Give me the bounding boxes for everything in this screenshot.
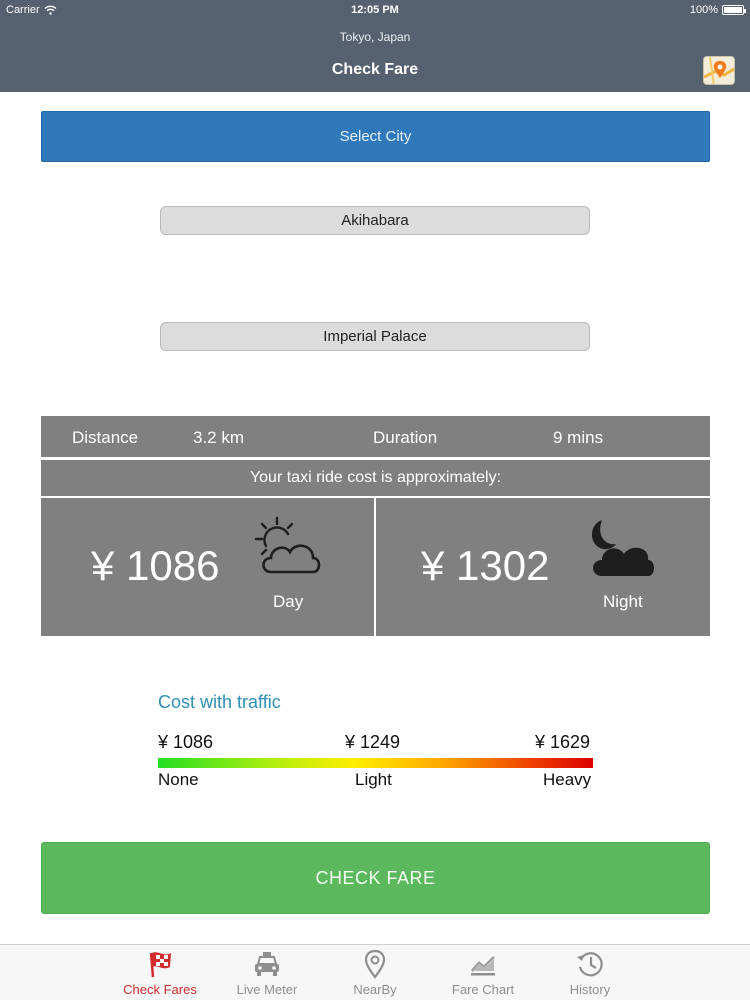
- duration-label: Duration: [373, 428, 438, 447]
- night-fare-amount: ¥ 1302: [421, 542, 550, 589]
- traffic-none-label: None: [158, 770, 199, 789]
- battery-percent: 100%: [689, 4, 718, 16]
- night-fare-panel: [376, 498, 710, 636]
- carrier-label: Carrier: [6, 4, 40, 16]
- traffic-title: Cost with traffic: [158, 692, 281, 712]
- battery-icon: [722, 5, 744, 15]
- tab-label: Fare Chart: [451, 982, 515, 997]
- cost-caption: Your taxi ride cost is approximately:: [41, 460, 710, 496]
- history-icon: [575, 949, 605, 979]
- origin-field[interactable]: Akihabara: [160, 206, 590, 235]
- destination-field[interactable]: Imperial Palace: [160, 322, 590, 351]
- checkered-flag-icon: [145, 949, 175, 979]
- status-bar: [0, 0, 750, 22]
- trip-info-row: [41, 416, 710, 457]
- traffic-light-label: Light: [355, 770, 392, 789]
- sun-cloud-icon: [253, 514, 325, 578]
- location-pin-icon: [360, 949, 390, 979]
- status-right: [690, 4, 744, 16]
- tab-check-fares[interactable]: [106, 945, 214, 1000]
- tab-nearby[interactable]: [321, 945, 429, 1000]
- night-label: Night: [603, 592, 643, 611]
- select-city-button[interactable]: Select City: [41, 111, 710, 162]
- map-pin-icon[interactable]: [703, 56, 735, 85]
- current-location: Tokyo, Japan: [339, 30, 411, 44]
- chart-icon: [468, 949, 498, 979]
- day-fare-amount: ¥ 1086: [91, 542, 220, 589]
- distance-label: Distance: [72, 428, 139, 447]
- day-label: Day: [273, 592, 304, 611]
- tab-bar: [0, 944, 750, 1000]
- status-time: 12:05 PM: [351, 4, 399, 16]
- tab-fare-chart[interactable]: [429, 945, 537, 1000]
- taxi-icon: [252, 949, 282, 979]
- tab-label: NearBy: [353, 982, 397, 997]
- navigation-header: [0, 0, 750, 92]
- tab-history[interactable]: [536, 945, 644, 1000]
- traffic-light-value: ¥ 1249: [345, 732, 401, 752]
- tab-label: Check Fares: [123, 982, 197, 997]
- duration-value: 9 mins: [553, 428, 604, 447]
- check-fare-button[interactable]: CHECK FARE: [41, 842, 710, 914]
- traffic-none-value: ¥ 1086: [158, 732, 214, 752]
- moon-cloud-icon: [576, 514, 656, 582]
- tab-live-meter[interactable]: [213, 945, 321, 1000]
- traffic-heavy-value: ¥ 1629: [535, 732, 591, 752]
- tab-label: Live Meter: [236, 982, 298, 997]
- traffic-gradient-bar: [158, 758, 593, 768]
- day-fare-panel: [41, 498, 374, 636]
- distance-value: 3.2 km: [193, 428, 245, 447]
- tab-label: History: [569, 982, 611, 997]
- traffic-heavy-label: Heavy: [543, 770, 592, 789]
- page-title: Check Fare: [331, 61, 419, 78]
